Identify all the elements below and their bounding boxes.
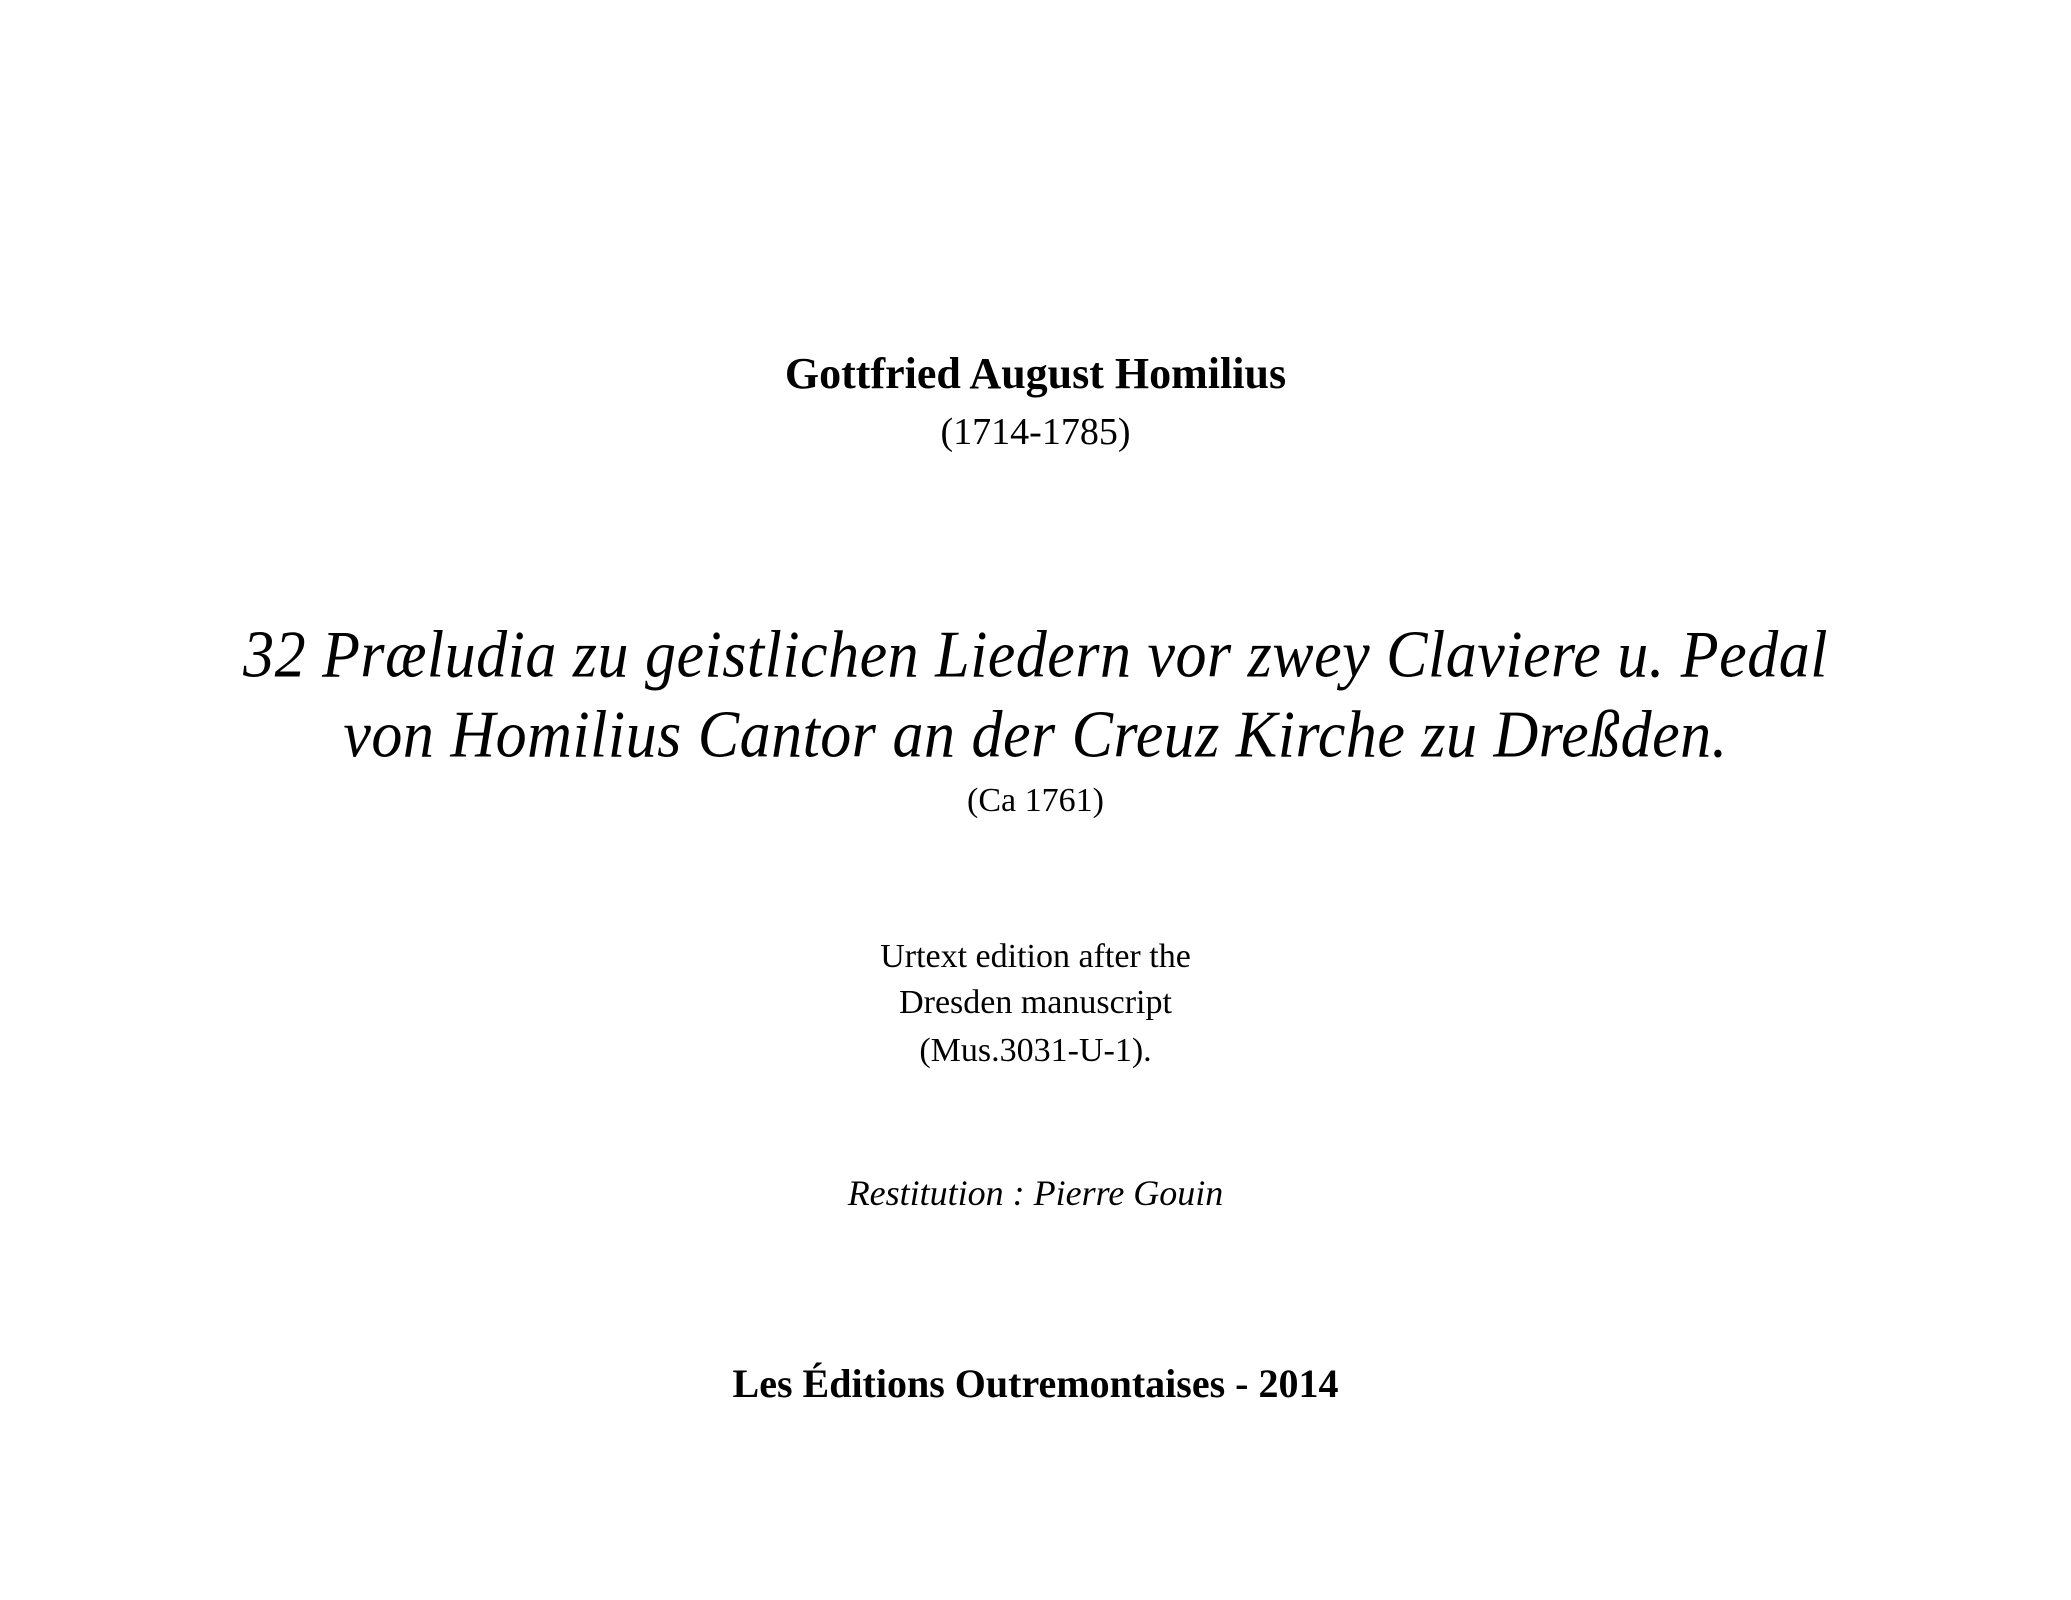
edition-note-line-1: Urtext edition after the [880,938,1191,975]
work-title-line-1: 32 Præludia zu geistlichen Liedern vor zwey Claviere u. Pedal [243,618,1828,692]
composer-dates: (1714-1785) [940,411,1131,453]
work-title-line-2: von Homilius Cantor an der Creuz Kirche zu Dreßden. [343,698,1728,772]
work-date: (Ca 1761) [967,782,1104,819]
restitution-credit: Restitution : Pierre Gouin [847,1173,1224,1213]
edition-note-line-3: (Mus.3031-U-1). [919,1032,1152,1069]
edition-note-line-2: Dresden manuscript [899,984,1172,1021]
composer-name: Gottfried August Homilius [784,349,1287,398]
publisher-line: Les Éditions Outremontaises - 2014 [732,1361,1339,1406]
